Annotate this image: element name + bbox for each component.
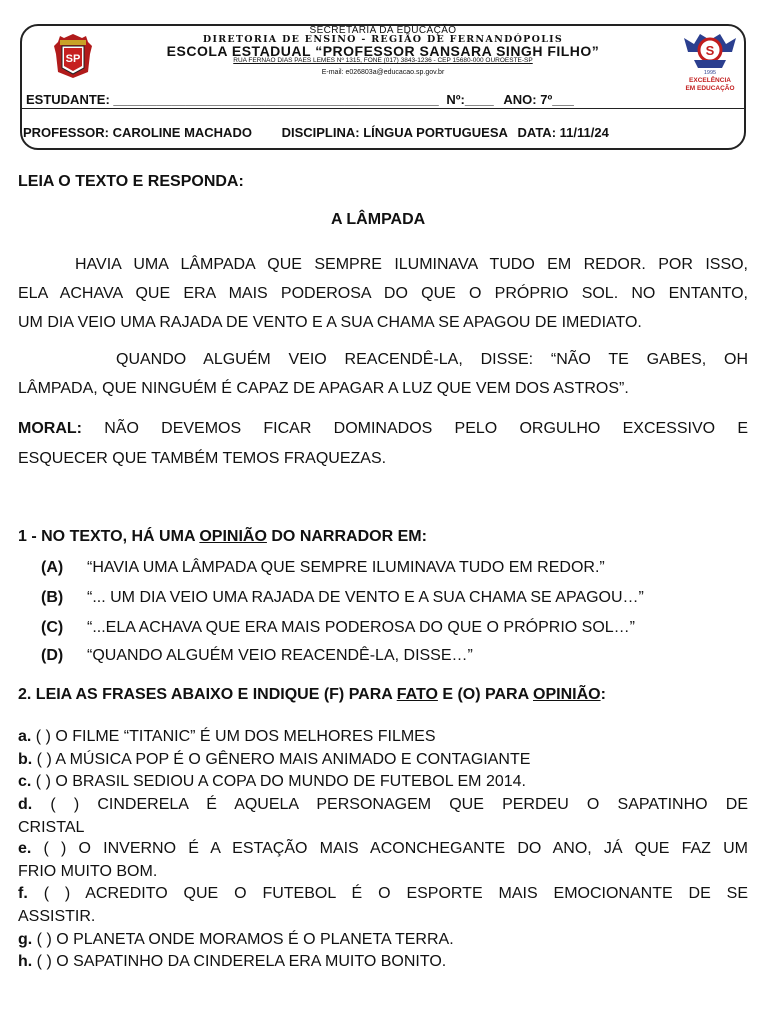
item-letter: d. [18,796,33,813]
teacher-info-row [23,125,609,140]
option-letter: (A) [41,559,64,576]
secretaria-line: SECRETARIA DA EDUCAÇÃO [309,25,457,36]
q1-option-c[interactable] [41,619,635,637]
date-label: DATA: 11/11/24 [517,125,609,140]
student-name-blank[interactable]: _____________________________________________ [113,92,439,107]
q2-item-f-cont: ASSISTIR. [18,908,96,925]
q2-prefix: 2. LEIA AS FRASES ABAIXO E INDIQUE (F) PARA [18,686,393,703]
item-text: ( ) O FILME “TITANIC” É UM DOS MELHORES FILMES [35,728,436,745]
school-email: E-mail: e026803a@educacao.sp.gov.br [321,69,445,76]
q2-item-d[interactable] [18,796,748,814]
header-divider [20,108,746,109]
teacher-name: : CAROLINE MACHADO [104,125,252,140]
school-emblem-logo [680,30,740,92]
q1-prefix: 1 - NO TEXTO, HÁ UMA [18,528,195,545]
item-letter: b. [18,751,33,768]
school-name: ESCOLA ESTADUAL “PROFESSOR SANSARA SINGH FILHO” [166,43,600,59]
story-line-2: ELA ACHAVA QUE ERA MAIS PODEROSA DO QUE O PRÓPRIO SOL. NO ENTANTO, [18,285,748,302]
diretoria-line: DIRETORIA DE ENSINO - REGIÃO DE FERNANDÓPOLIS [202,34,564,45]
option-text: “... UM DIA VEIO UMA RAJADA DE VENTO E A SUA CHAMA SE APAGOU…” [87,589,644,606]
story-line-5: LÂMPADA, QUE NINGUÉM É CAPAZ DE APAGAR A LUZ QUE VEM DOS ASTROS”. [18,380,629,397]
student-label: ESTUDANTE: [26,92,110,107]
q2-mid: E (O) PARA [442,686,529,703]
item-letter: a. [18,728,32,745]
svg-text:SP: SP [65,53,81,65]
svg-text:EM EDUCAÇÃO: EM EDUCAÇÃO [685,85,735,92]
item-text: ( ) O SAPATINHO DA CINDERELA ERA MUITO BONITO. [36,953,447,970]
teacher-label: PROFESSOR [23,125,105,140]
question-1-heading [18,528,427,546]
moral-label: MORAL: [18,420,82,437]
item-text: ( ) A MÚSICA POP É O GÊNERO MAIS ANIMADO E CONTAGIANTE [36,751,531,768]
q2-item-g[interactable] [18,931,454,949]
option-letter: (C) [41,619,64,636]
option-letter: (B) [41,589,64,606]
header-box [20,24,746,150]
svg-text:EXCELÊNCIA: EXCELÊNCIA [689,77,731,84]
moral-text-1: NÃO DEVEMOS FICAR DOMINADOS PELO ORGULHO EXCESSIVO E [104,420,748,437]
item-text: ( ) O BRASIL SEDIOU A COPA DO MUNDO DE FUTEBOL EM 2014. [35,773,526,790]
q1-option-d[interactable] [41,647,473,665]
moral-line-2: ESQUECER QUE TAMBÉM TEMOS FRAQUEZAS. [18,450,387,467]
q2-item-h[interactable] [18,953,446,971]
option-text: “...ELA ACHAVA QUE ERA MAIS PODEROSA DO QUE O PRÓPRIO SOL…” [87,619,635,636]
student-info-row [26,92,574,107]
moral-line-1 [18,420,748,438]
q2-item-e[interactable] [18,840,748,858]
number-field[interactable]: Nº:____ [446,92,494,107]
q1-suffix: DO NARRADOR EM: [271,528,427,545]
q2-colon: : [600,686,606,703]
q2-item-f[interactable] [18,885,748,903]
option-letter: (D) [41,647,64,664]
q1-keyword: OPINIÃO [199,528,267,545]
subject-label: DISCIPLINA: LÍNGUA PORTUGUESA [281,125,508,140]
svg-text:1995: 1995 [703,70,717,76]
item-letter: h. [18,953,33,970]
item-text: ( ) O PLANETA ONDE MORAMOS É O PLANETA TERRA. [36,931,454,948]
item-letter: g. [18,931,33,948]
option-text: “QUANDO ALGUÉM VEIO REACENDÊ-LA, DISSE…” [87,647,473,664]
q2-keyword-opiniao: OPINIÃO [533,686,601,703]
item-letter: e. [18,840,32,857]
story-line-3: UM DIA VEIO UMA RAJADA DE VENTO E A SUA CHAMA SE APAGOU DE IMEDIATO. [18,314,642,331]
story-line-4: QUANDO ALGUÉM VEIO REACENDÊ-LA, DISSE: “NÃO TE GABES, OH [116,351,748,368]
q2-item-e-cont: FRIO MUITO BOM. [18,863,158,880]
year-field[interactable]: ANO: 7º___ [503,92,574,107]
q2-item-c[interactable] [18,773,526,791]
q2-item-a[interactable] [18,728,436,746]
item-text: ( ) CINDERELA É AQUELA PERSONAGEM QUE PERDEU O SAPATINHO DE [50,796,748,813]
school-address: RUA FERNÃO DIAS PAES LEMES Nº 1315, FONE (017) 3843-1236 - CEP 15680-000 OUROESTE-SP [233,57,533,64]
item-letter: f. [18,885,28,902]
svg-text:S: S [705,43,715,58]
instruction-heading: LEIA O TEXTO E RESPONDA: [18,173,244,190]
item-letter: c. [18,773,32,790]
story-title: A LÂMPADA [331,211,426,228]
item-text: ( ) O INVERNO É A ESTAÇÃO MAIS ACONCHEGANTE DO ANO, JÁ QUE FAZ UM [43,840,748,857]
option-text: “HAVIA UMA LÂMPADA QUE SEMPRE ILUMINAVA TUDO EM REDOR.” [87,559,605,576]
story-line-1: HAVIA UMA LÂMPADA QUE SEMPRE ILUMINAVA TUDO EM REDOR. POR ISSO, [75,256,748,273]
q1-option-a[interactable] [41,559,605,577]
question-2-heading [18,686,606,704]
item-text: ( ) ACREDITO QUE O FUTEBOL É O ESPORTE MAIS EMOCIONANTE DE SE [43,885,749,902]
q1-option-b[interactable] [41,589,644,607]
q2-keyword-fato: FATO [396,686,438,703]
q2-item-d-cont: CRISTAL [18,819,85,836]
q2-item-b[interactable] [18,751,530,769]
